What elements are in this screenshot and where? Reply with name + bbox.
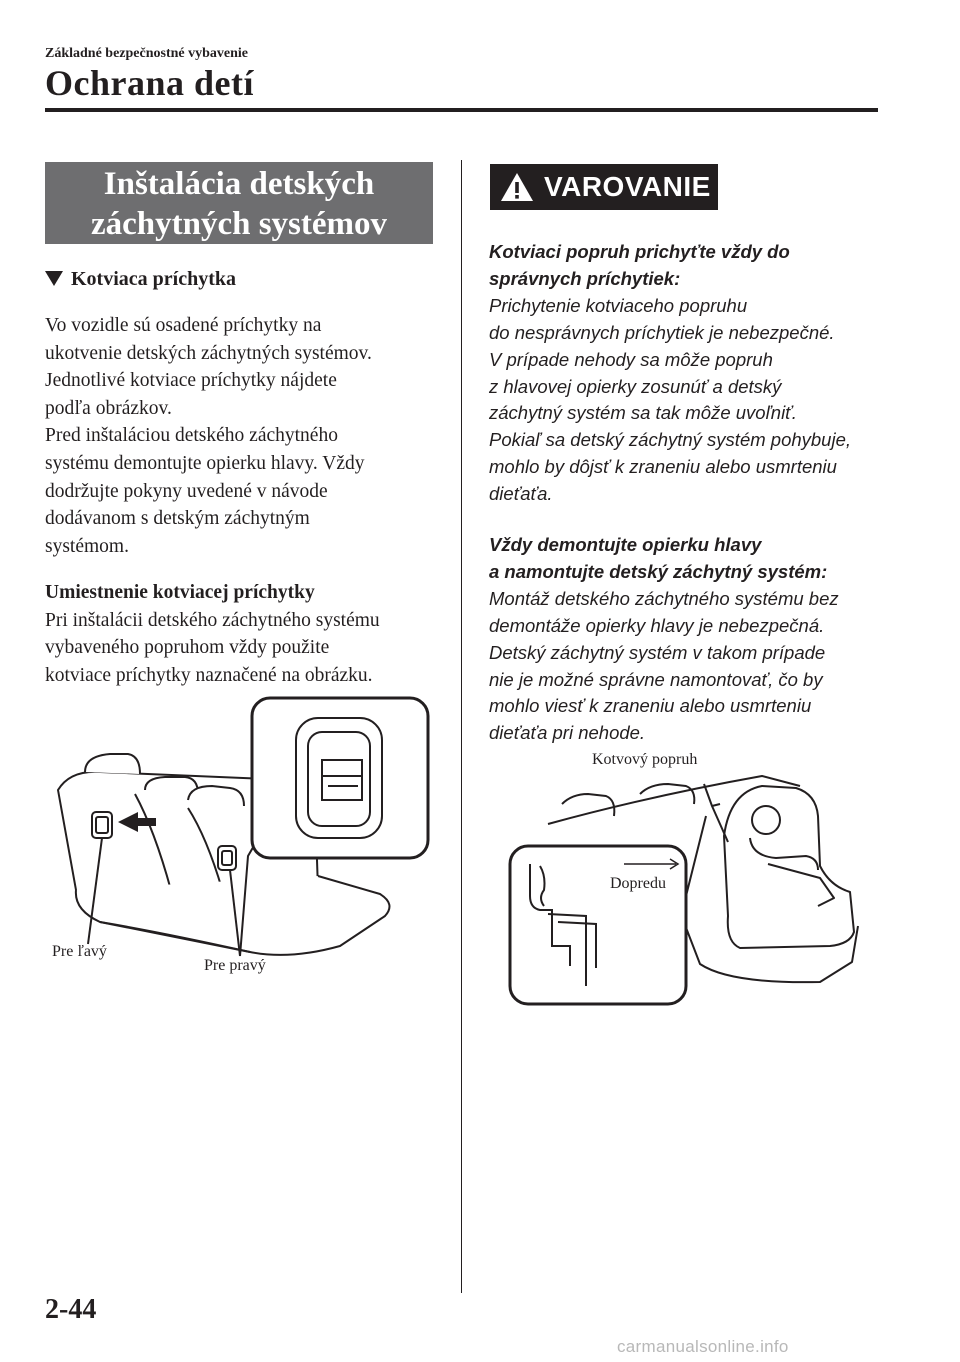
text-line: mohlo by dôjsť k zraneniu alebo usmrteniu (489, 456, 837, 478)
breadcrumb: Základné bezpečnostné vybavenie (45, 46, 249, 61)
page-title: Ochrana detí (45, 63, 254, 103)
text-line: do nesprávnych príchytiek je nebezpečné. (489, 321, 835, 343)
warning-bold-line: Vždy demontujte opierku hlavy (489, 534, 762, 555)
title-rule (45, 108, 878, 112)
text-line: dodávanom s detským záchytným (45, 508, 310, 530)
warning-bold-line: a namontujte detský záchytný systém: (489, 560, 828, 582)
text-line: Jednotlivé kotviace príchytky nájdete (45, 370, 337, 392)
warning-bold-line: Kotviaci popruh prichyťte vždy do (489, 241, 790, 262)
label-tether-strap: Kotvový popruh (592, 751, 698, 768)
text-line: z hlavovej opierky zosunúť a detský (489, 375, 782, 397)
warning-bold-line: správnych príchytiek: (489, 267, 681, 289)
location-heading: Umiestnenie kotviacej príchytky (45, 582, 315, 603)
text-line: mohlo viesť k zraneniu alebo usmrteniu (489, 695, 812, 717)
section-banner-line-2: záchytných systémov (90, 206, 388, 242)
text-line: Prichytenie kotviaceho popruhu (489, 294, 748, 316)
label-left-anchor: Pre ľavý (52, 943, 107, 960)
text-line: vybaveného popruhom vždy použite (45, 637, 330, 659)
column-divider (461, 160, 462, 1293)
text-line: systémom. (45, 535, 129, 557)
text-line: Montáž detského záchytného systému bez (489, 587, 839, 609)
text-line: Pred inštaláciou detského záchytného (45, 425, 338, 447)
text-line: Detský záchytný systém v takom prípade (489, 641, 826, 663)
text-line: systému demontujte opierku hlavy. Vždy (45, 452, 365, 474)
label-right-anchor: Pre pravý (204, 957, 266, 974)
text-line: Pokiaľ sa detský záchytný systém pohybuje, (489, 429, 852, 451)
warning-block-2 (489, 532, 889, 747)
text-line: V prípade nehody sa môže popruh (489, 348, 773, 370)
triangle-bullet-icon (45, 271, 63, 286)
rear-seat-anchor-illustration (40, 690, 440, 990)
child-seat-tether-illustration (500, 746, 870, 1008)
text-line: nie je možné správne namontovať, čo by (489, 668, 823, 690)
warning-block-1 (489, 239, 889, 508)
text-line: ukotvenie detských záchytných systémov. (45, 342, 372, 364)
warning-badge (490, 164, 718, 210)
text-line: dieťaťa pri nehode. (489, 722, 646, 744)
intro-paragraph (45, 312, 445, 560)
section-banner (45, 162, 433, 244)
text-line: Pri inštalácii detského záchytného systému (45, 609, 380, 631)
text-line: dodržujte pokyny uvedené v návode (45, 480, 328, 502)
location-paragraph (45, 579, 445, 689)
warning-label: VAROVANIE (544, 171, 711, 202)
subsection-heading-text: Kotviaca príchytka (71, 268, 236, 290)
warning-triangle-icon (500, 171, 534, 203)
text-line: dieťaťa. (489, 483, 553, 505)
text-line: kotviace príchytky naznačené na obrázku. (45, 664, 373, 686)
watermark: carmanualsonline.info (617, 1337, 789, 1356)
subsection-heading (45, 268, 236, 291)
text-line: podľa obrázkov. (45, 397, 172, 419)
section-banner-line-1: Inštalácia detských (103, 166, 375, 202)
text-line: demontáže opierky hlavy je nebezpečná. (489, 614, 825, 636)
text-line: záchytný systém sa tak môže uvoľniť. (489, 402, 797, 424)
label-forward: Dopredu (610, 875, 666, 892)
page-number: 2-44 (45, 1294, 97, 1325)
text-line: Vo vozidle sú osadené príchytky na (45, 315, 322, 336)
